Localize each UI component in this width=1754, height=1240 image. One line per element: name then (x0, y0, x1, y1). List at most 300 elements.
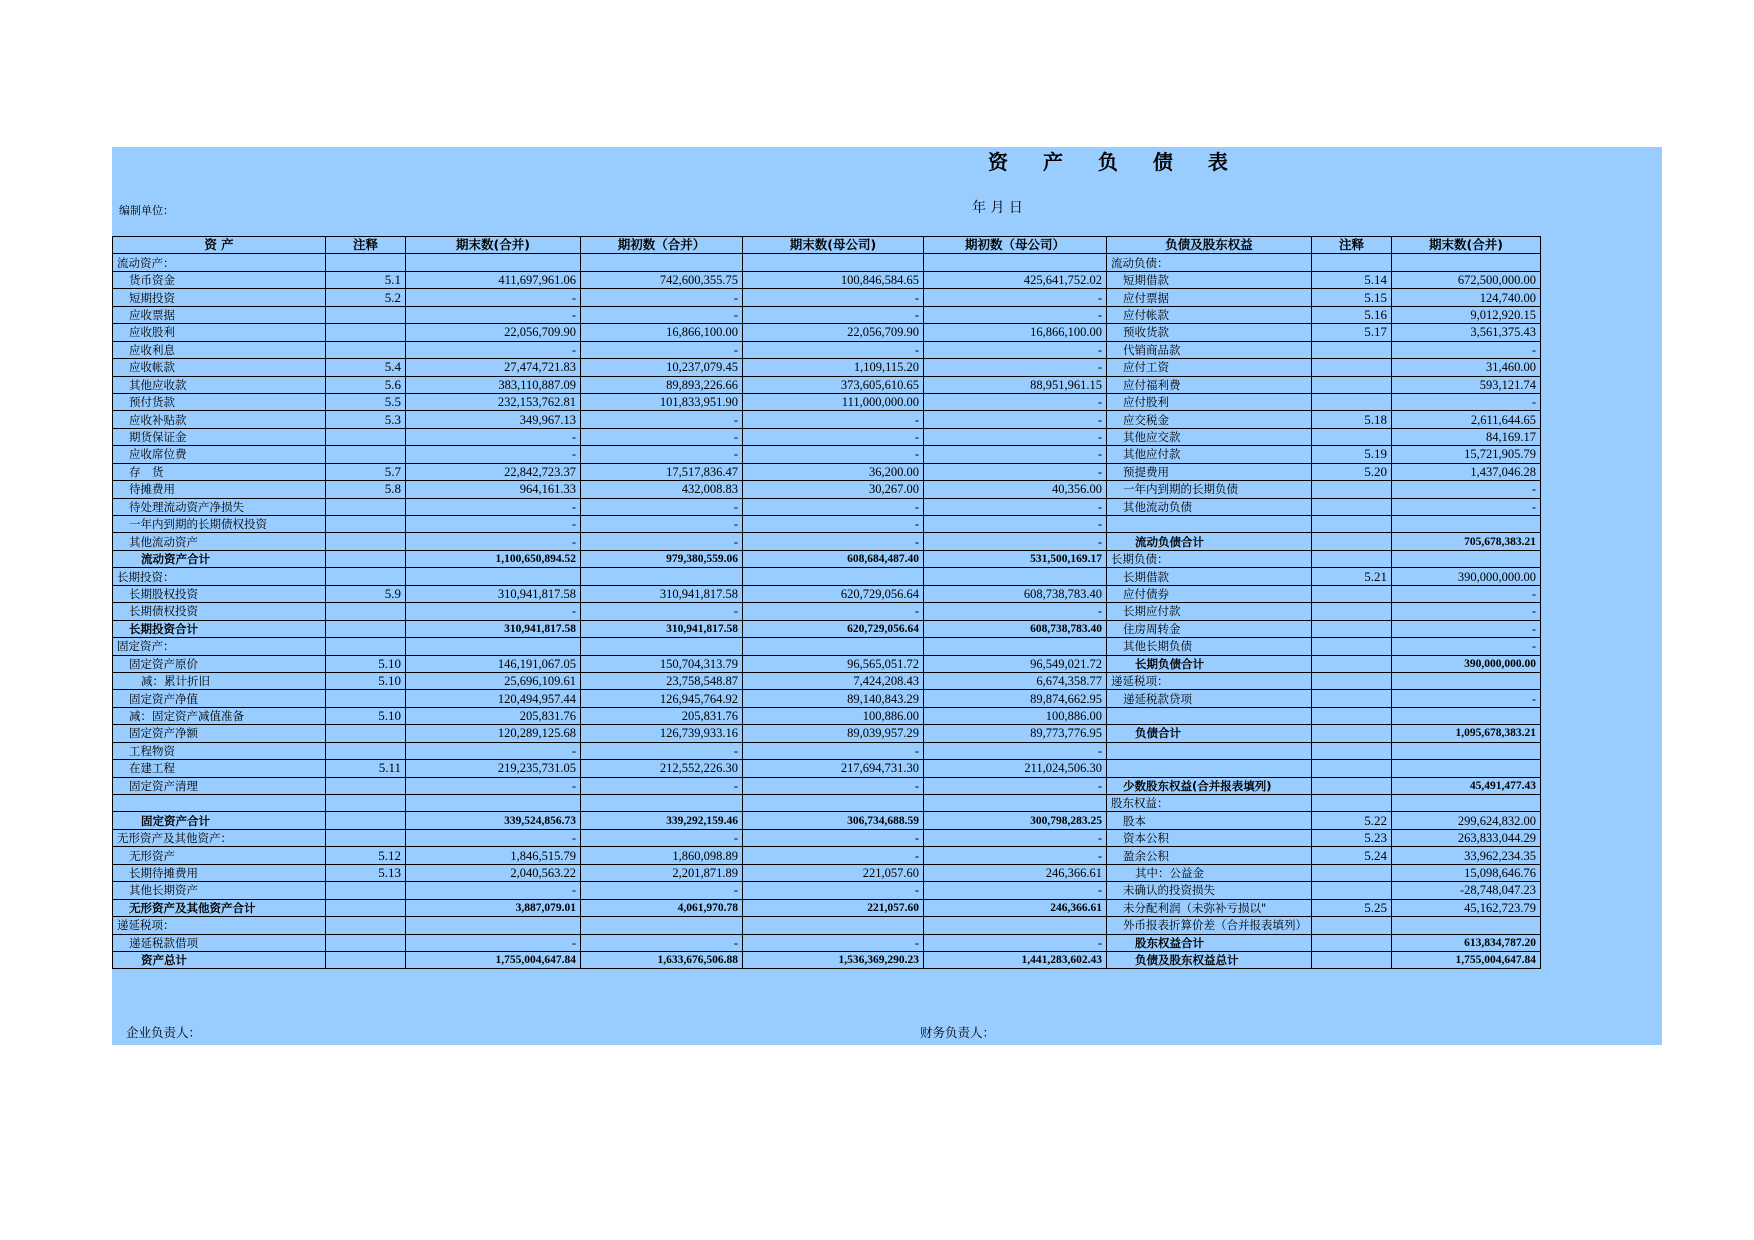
amount-cell: -28,748,047.23 (1392, 882, 1541, 899)
amount-cell: - (924, 359, 1107, 376)
amount-cell: - (1392, 585, 1541, 602)
amount-cell: - (743, 516, 924, 533)
amount-cell: 45,162,723.79 (1392, 899, 1541, 916)
asset-label: 存 货 (113, 463, 326, 480)
amount-cell: 432,008.83 (581, 481, 743, 498)
note-cell (326, 934, 406, 951)
table-row (113, 725, 1541, 742)
amount-cell (743, 254, 924, 271)
amount-cell: - (924, 603, 1107, 620)
table-row (113, 672, 1541, 689)
note-cell: 5.5 (326, 393, 406, 410)
amount-cell: 1,100,650,894.52 (406, 550, 581, 567)
note-cell: 5.16 (1312, 306, 1392, 323)
amount-cell: 339,524,856.73 (406, 812, 581, 829)
amount-cell: - (581, 829, 743, 846)
asset-label: 应收帐款 (113, 359, 326, 376)
asset-label: 应收补贴款 (113, 411, 326, 428)
note-cell (326, 516, 406, 533)
amount-cell (924, 638, 1107, 655)
liability-label (1107, 516, 1312, 533)
amount-cell (581, 638, 743, 655)
note-cell: 5.11 (326, 760, 406, 777)
amount-cell (406, 254, 581, 271)
amount-cell: 15,098,646.76 (1392, 864, 1541, 881)
amount-cell: 212,552,226.30 (581, 760, 743, 777)
liability-label (1107, 742, 1312, 759)
amount-cell: - (1392, 393, 1541, 410)
liability-label: 股东权益合计 (1107, 934, 1312, 951)
date-label: 年 月 日 (972, 200, 1023, 216)
balance-sheet (112, 147, 1662, 1045)
amount-cell: 608,738,783.40 (924, 620, 1107, 637)
asset-label: 待摊费用 (113, 481, 326, 498)
amount-cell (581, 917, 743, 934)
note-cell (326, 341, 406, 358)
table-row (113, 917, 1541, 934)
amount-cell: - (581, 498, 743, 515)
amount-cell: 101,833,951.90 (581, 393, 743, 410)
amount-cell: 306,734,688.59 (743, 812, 924, 829)
amount-cell: 411,697,961.06 (406, 271, 581, 288)
amount-cell: 31,460.00 (1392, 359, 1541, 376)
note-cell (326, 620, 406, 637)
note-cell (1312, 655, 1392, 672)
note-cell: 5.10 (326, 655, 406, 672)
amount-cell: - (924, 306, 1107, 323)
note-cell: 5.22 (1312, 812, 1392, 829)
liability-label: 未确认的投资损失 (1107, 882, 1312, 899)
note-cell (1312, 254, 1392, 271)
note-cell: 5.18 (1312, 411, 1392, 428)
amount-cell: 17,517,836.47 (581, 463, 743, 480)
note-cell (326, 899, 406, 916)
note-cell (1312, 585, 1392, 602)
amount-cell: - (743, 289, 924, 306)
amount-cell (924, 795, 1107, 812)
liability-label: 应付帐款 (1107, 306, 1312, 323)
amount-cell: 23,758,548.87 (581, 672, 743, 689)
table-row (113, 585, 1541, 602)
note-cell (1312, 550, 1392, 567)
liability-label: 递延税款贷项 (1107, 690, 1312, 707)
amount-cell: - (743, 306, 924, 323)
amount-cell: 126,739,933.16 (581, 725, 743, 742)
liability-label: 应付工资 (1107, 359, 1312, 376)
liability-label: 其他应交款 (1107, 428, 1312, 445)
amount-cell: - (581, 934, 743, 951)
asset-label: 长期债权投资 (113, 603, 326, 620)
note-cell (1312, 498, 1392, 515)
liability-label (1107, 760, 1312, 777)
column-header: 期末数(合并) (1392, 237, 1541, 254)
amount-cell: 10,237,079.45 (581, 359, 743, 376)
note-cell (1312, 376, 1392, 393)
amount-cell: - (1392, 603, 1541, 620)
amount-cell: 608,738,783.40 (924, 585, 1107, 602)
amount-cell: 979,380,559.06 (581, 550, 743, 567)
column-header: 注释 (326, 237, 406, 254)
table-row (113, 777, 1541, 794)
liability-label (1107, 707, 1312, 724)
amount-cell: 40,356.00 (924, 481, 1107, 498)
amount-cell: - (743, 847, 924, 864)
asset-label: 固定资产合计 (113, 812, 326, 829)
table-row (113, 707, 1541, 724)
column-header: 注释 (1312, 237, 1392, 254)
asset-label: 固定资产净额 (113, 725, 326, 742)
amount-cell: - (743, 411, 924, 428)
amount-cell (924, 254, 1107, 271)
amount-cell: - (1392, 620, 1541, 637)
liability-label: 资本公积 (1107, 829, 1312, 846)
amount-cell: - (924, 934, 1107, 951)
amount-cell: 221,057.60 (743, 864, 924, 881)
amount-cell: 205,831.76 (581, 707, 743, 724)
table-row (113, 463, 1541, 480)
note-cell (1312, 917, 1392, 934)
amount-cell (406, 568, 581, 585)
amount-cell: - (406, 882, 581, 899)
asset-label: 其他应收款 (113, 376, 326, 393)
note-cell (326, 533, 406, 550)
note-cell: 5.2 (326, 289, 406, 306)
amount-cell: 310,941,817.58 (581, 585, 743, 602)
amount-cell: - (924, 829, 1107, 846)
amount-cell: 2,201,871.89 (581, 864, 743, 881)
amount-cell (743, 917, 924, 934)
amount-cell (406, 638, 581, 655)
asset-label: 长期待摊费用 (113, 864, 326, 881)
asset-label: 无形资产 (113, 847, 326, 864)
amount-cell: 608,684,487.40 (743, 550, 924, 567)
note-cell (1312, 672, 1392, 689)
amount-cell: - (406, 533, 581, 550)
amount-cell: 232,153,762.81 (406, 393, 581, 410)
amount-cell: 217,694,731.30 (743, 760, 924, 777)
amount-cell: 146,191,067.05 (406, 655, 581, 672)
table-row (113, 411, 1541, 428)
note-cell (1312, 516, 1392, 533)
amount-cell: 672,500,000.00 (1392, 271, 1541, 288)
liability-label: 长期借款 (1107, 568, 1312, 585)
amount-cell: 620,729,056.64 (743, 585, 924, 602)
amount-cell: 425,641,752.02 (924, 271, 1107, 288)
asset-label: 应收票据 (113, 306, 326, 323)
table-row (113, 533, 1541, 550)
note-cell: 5.23 (1312, 829, 1392, 846)
table-row (113, 742, 1541, 759)
liability-label: 代销商品款 (1107, 341, 1312, 358)
amount-cell: 25,696,109.61 (406, 672, 581, 689)
amount-cell: 221,057.60 (743, 899, 924, 916)
amount-cell: - (743, 934, 924, 951)
note-cell (1312, 690, 1392, 707)
liability-label: 长期负债： (1107, 550, 1312, 567)
amount-cell: - (581, 306, 743, 323)
table-row (113, 655, 1541, 672)
amount-cell: 89,773,776.95 (924, 725, 1107, 742)
note-cell: 5.6 (326, 376, 406, 393)
amount-cell: 33,962,234.35 (1392, 847, 1541, 864)
amount-cell: - (406, 428, 581, 445)
amount-cell (924, 568, 1107, 585)
table-row (113, 568, 1541, 585)
amount-cell: 742,600,355.75 (581, 271, 743, 288)
amount-cell (743, 568, 924, 585)
amount-cell (1392, 707, 1541, 724)
table-row (113, 550, 1541, 567)
amount-cell: 4,061,970.78 (581, 899, 743, 916)
amount-cell: 299,624,832.00 (1392, 812, 1541, 829)
amount-cell: - (406, 289, 581, 306)
amount-cell: 1,441,283,602.43 (924, 951, 1107, 968)
note-cell (1312, 934, 1392, 951)
liability-label: 应付票据 (1107, 289, 1312, 306)
amount-cell: 310,941,817.58 (406, 620, 581, 637)
asset-label: 期货保证金 (113, 428, 326, 445)
amount-cell: 390,000,000.00 (1392, 655, 1541, 672)
table-row (113, 271, 1541, 288)
amount-cell: 339,292,159.46 (581, 812, 743, 829)
amount-cell: 383,110,887.09 (406, 376, 581, 393)
note-cell (1312, 725, 1392, 742)
table-row (113, 951, 1541, 968)
amount-cell: 1,755,004,647.84 (406, 951, 581, 968)
liability-label: 其中：公益金 (1107, 864, 1312, 881)
note-cell: 5.20 (1312, 463, 1392, 480)
liability-label: 流动负债合计 (1107, 533, 1312, 550)
column-header: 期末数(合并) (406, 237, 581, 254)
table-row (113, 324, 1541, 341)
liability-label: 负债及股东权益总计 (1107, 951, 1312, 968)
liability-label: 住房周转金 (1107, 620, 1312, 637)
asset-label: 预付货款 (113, 393, 326, 410)
amount-cell: - (924, 533, 1107, 550)
amount-cell: 100,886.00 (743, 707, 924, 724)
table-row (113, 446, 1541, 463)
amount-cell: 6,674,358.77 (924, 672, 1107, 689)
asset-label: 长期投资： (113, 568, 326, 585)
note-cell: 5.15 (1312, 289, 1392, 306)
amount-cell: - (1392, 481, 1541, 498)
amount-cell: 22,056,709.90 (406, 324, 581, 341)
amount-cell: - (581, 411, 743, 428)
liability-label: 负债合计 (1107, 725, 1312, 742)
amount-cell: 150,704,313.79 (581, 655, 743, 672)
title-text: 资 产 负 债 表 (988, 150, 1242, 174)
amount-cell (1392, 672, 1541, 689)
liability-label: 未分配利润（未弥补亏损以" (1107, 899, 1312, 916)
amount-cell: 30,267.00 (743, 481, 924, 498)
liability-label: 长期负债合计 (1107, 655, 1312, 672)
asset-label: 一年内到期的长期债权投资 (113, 516, 326, 533)
liability-label: 预收货款 (1107, 324, 1312, 341)
table-row (113, 603, 1541, 620)
note-cell: 5.24 (1312, 847, 1392, 864)
amount-cell: - (581, 289, 743, 306)
note-cell (1312, 760, 1392, 777)
table-row (113, 829, 1541, 846)
liability-label: 一年内到期的长期负债 (1107, 481, 1312, 498)
amount-cell: - (924, 847, 1107, 864)
amount-cell: 263,833,044.29 (1392, 829, 1541, 846)
amount-cell: 613,834,787.20 (1392, 934, 1541, 951)
amount-cell: - (1392, 341, 1541, 358)
amount-cell: 620,729,056.64 (743, 620, 924, 637)
note-cell: 5.12 (326, 847, 406, 864)
note-cell: 5.9 (326, 585, 406, 602)
amount-cell (581, 795, 743, 812)
amount-cell: 310,941,817.58 (581, 620, 743, 637)
note-cell (1312, 533, 1392, 550)
amount-cell (1392, 254, 1541, 271)
amount-cell: 120,494,957.44 (406, 690, 581, 707)
amount-cell: - (924, 882, 1107, 899)
note-cell: 5.10 (326, 707, 406, 724)
amount-cell: 593,121.74 (1392, 376, 1541, 393)
amount-cell: 2,611,644.65 (1392, 411, 1541, 428)
amount-cell: 89,874,662.95 (924, 690, 1107, 707)
amount-cell: 7,424,208.43 (743, 672, 924, 689)
amount-cell: 1,095,678,383.21 (1392, 725, 1541, 742)
amount-cell: 3,561,375.43 (1392, 324, 1541, 341)
amount-cell: 531,500,169.17 (924, 550, 1107, 567)
table-row (113, 481, 1541, 498)
amount-cell: - (743, 603, 924, 620)
amount-cell: 3,887,079.01 (406, 899, 581, 916)
amount-cell: 300,798,283.25 (924, 812, 1107, 829)
asset-label: 递延税项： (113, 917, 326, 934)
amount-cell: - (924, 516, 1107, 533)
table-row (113, 376, 1541, 393)
liability-label: 股东权益： (1107, 795, 1312, 812)
amount-cell: - (1392, 498, 1541, 515)
amount-cell: 16,866,100.00 (924, 324, 1107, 341)
asset-label: 减：固定资产减值准备 (113, 707, 326, 724)
asset-label: 在建工程 (113, 760, 326, 777)
note-cell: 5.7 (326, 463, 406, 480)
amount-cell (1392, 917, 1541, 934)
amount-cell: - (924, 777, 1107, 794)
note-cell (326, 917, 406, 934)
amount-cell: - (581, 516, 743, 533)
note-cell: 5.1 (326, 271, 406, 288)
liability-label: 应付股利 (1107, 393, 1312, 410)
header-row (113, 237, 1541, 254)
amount-cell: - (924, 463, 1107, 480)
amount-cell: 1,109,115.20 (743, 359, 924, 376)
note-cell (1312, 481, 1392, 498)
amount-cell: - (924, 341, 1107, 358)
amount-cell: 100,846,584.65 (743, 271, 924, 288)
amount-cell: - (406, 742, 581, 759)
footer-finance-label: 财务负责人： (920, 1025, 996, 1040)
amount-cell: 1,437,046.28 (1392, 463, 1541, 480)
asset-label: 长期股权投资 (113, 585, 326, 602)
asset-label: 货币资金 (113, 271, 326, 288)
amount-cell: 1,755,004,647.84 (1392, 951, 1541, 968)
amount-cell: 390,000,000.00 (1392, 568, 1541, 585)
amount-cell (1392, 516, 1541, 533)
amount-cell (1392, 742, 1541, 759)
amount-cell (406, 795, 581, 812)
table-row (113, 289, 1541, 306)
table-row (113, 638, 1541, 655)
amount-cell: - (743, 428, 924, 445)
amount-cell: 219,235,731.05 (406, 760, 581, 777)
note-cell (326, 690, 406, 707)
amount-cell: - (743, 882, 924, 899)
asset-label: 资产总计 (113, 951, 326, 968)
amount-cell: - (406, 829, 581, 846)
table-row (113, 899, 1541, 916)
amount-cell: - (924, 289, 1107, 306)
column-header: 期初数（合并） (581, 237, 743, 254)
liability-label: 外币报表折算价差（合并报表填列） (1107, 917, 1312, 934)
amount-cell: 964,161.33 (406, 481, 581, 498)
liability-label: 流动负债： (1107, 254, 1312, 271)
amount-cell: - (743, 498, 924, 515)
note-cell (326, 603, 406, 620)
liability-label: 盈余公积 (1107, 847, 1312, 864)
asset-label: 短期投资 (113, 289, 326, 306)
note-cell: 5.13 (326, 864, 406, 881)
table-row (113, 882, 1541, 899)
amount-cell: 84,169.17 (1392, 428, 1541, 445)
unit-label: 编制单位： (119, 204, 174, 217)
table-row (113, 359, 1541, 376)
note-cell (1312, 864, 1392, 881)
asset-label: 流动资产合计 (113, 550, 326, 567)
amount-cell: 96,565,051.72 (743, 655, 924, 672)
table-row (113, 812, 1541, 829)
amount-cell (743, 638, 924, 655)
amount-cell: - (743, 742, 924, 759)
amount-cell: 111,000,000.00 (743, 393, 924, 410)
amount-cell: - (406, 498, 581, 515)
note-cell (1312, 359, 1392, 376)
table-row (113, 341, 1541, 358)
amount-cell (1392, 550, 1541, 567)
table-row (113, 254, 1541, 271)
amount-cell: 36,200.00 (743, 463, 924, 480)
asset-label: 无形资产及其他资产： (113, 829, 326, 846)
liability-label: 长期应付款 (1107, 603, 1312, 620)
amount-cell (581, 254, 743, 271)
amount-cell: 373,605,610.65 (743, 376, 924, 393)
note-cell: 5.19 (1312, 446, 1392, 463)
asset-label: 应收股利 (113, 324, 326, 341)
liability-label: 其他长期负债 (1107, 638, 1312, 655)
note-cell (1312, 428, 1392, 445)
column-header: 负债及股东权益 (1107, 237, 1312, 254)
table-row (113, 620, 1541, 637)
note-cell (1312, 951, 1392, 968)
table-row (113, 795, 1541, 812)
amount-cell: - (924, 428, 1107, 445)
amount-cell: 96,549,021.72 (924, 655, 1107, 672)
asset-label: 递延税款借项 (113, 934, 326, 951)
note-cell (1312, 603, 1392, 620)
amount-cell: - (581, 882, 743, 899)
amount-cell: 1,860,098.89 (581, 847, 743, 864)
note-cell (1312, 795, 1392, 812)
note-cell (326, 882, 406, 899)
amount-cell: - (924, 411, 1107, 428)
amount-cell (1392, 795, 1541, 812)
amount-cell: 2,040,563.22 (406, 864, 581, 881)
